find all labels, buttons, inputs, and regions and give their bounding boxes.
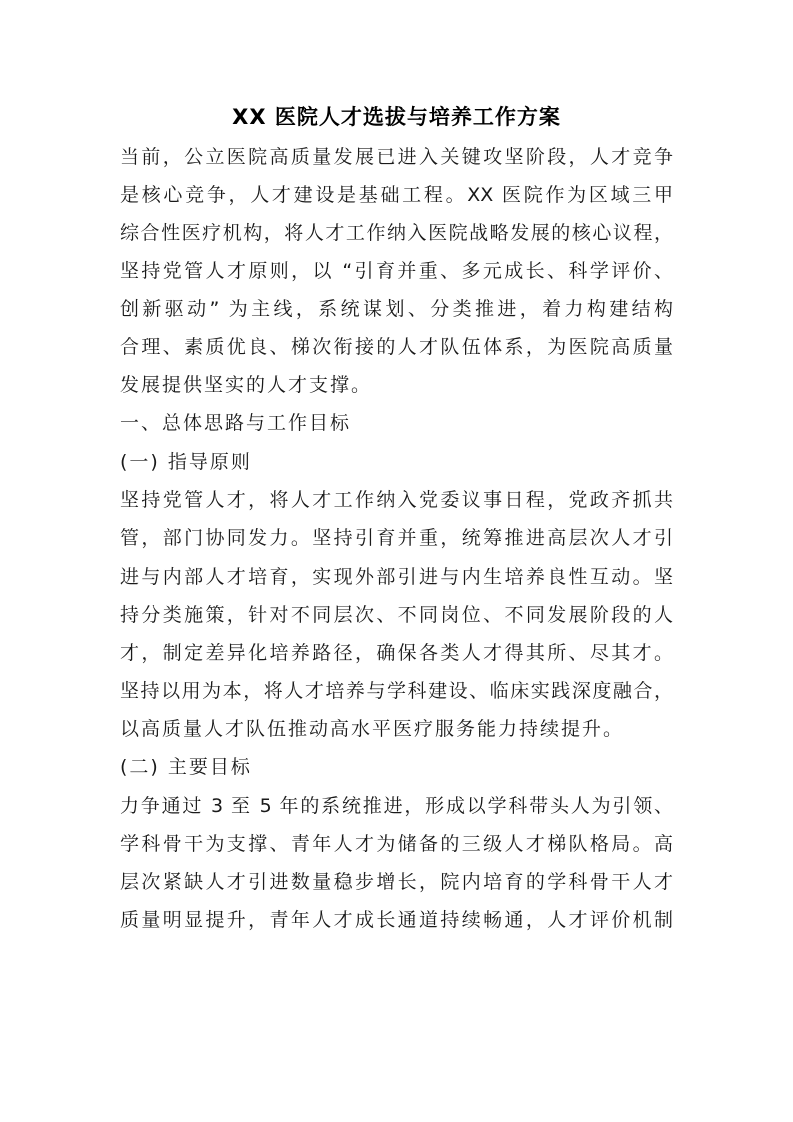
paragraph-line: 才，制定差异化培养路径，确保各类人才得其所、尽其才。 [120, 642, 673, 664]
section-heading: 一、总体思路与工作目标 [120, 412, 352, 434]
intro-line: 综合性医疗机构，将人才工作纳入医院战略发展的核心议程， [120, 222, 673, 244]
paragraph-line: 学科骨干为支撑、青年人才为储备的三级人才梯队格局。高 [120, 833, 673, 855]
paragraph-line: 力争通过 3 至 5 年的系统推进，形成以学科带头人为引领、 [120, 795, 673, 817]
paragraph-line: 坚持以用为本，将人才培养与学科建设、临床实践深度融合， [120, 680, 673, 702]
paragraph-line: 层次紧缺人才引进数量稳步增长，院内培育的学科骨干人才 [120, 871, 673, 893]
paragraph-line: 管，部门协同发力。坚持引育并重，统筹推进高层次人才引 [120, 527, 673, 549]
intro-line: 创新驱动” 为主线，系统谋划、分类推进，着力构建结构 [120, 298, 673, 320]
paragraph-line: 以高质量人才队伍推动高水平医疗服务能力持续提升。 [120, 718, 625, 740]
intro-line: 发展提供坚实的人才支撑。 [120, 374, 373, 396]
intro-line: 是核心竞争，人才建设是基础工程。XX 医院作为区域三甲 [120, 184, 673, 206]
paragraph-line: 坚持党管人才，将人才工作纳入党委议事日程，党政齐抓共 [120, 489, 673, 511]
subsection-heading: (一) 指导原则 [120, 451, 252, 473]
paragraph-line: 进与内部人才培育，实现外部引进与内生培养良性互动。坚 [120, 566, 673, 588]
intro-line: 坚持党管人才原则，以 “引育并重、多元成长、科学评价、 [120, 260, 673, 282]
subsection-heading: (二) 主要目标 [120, 756, 252, 778]
document-title: XX 医院人才选拔与培养工作方案 [232, 105, 561, 129]
intro-line: 当前，公立医院高质量发展已进入关键攻坚阶段，人才竞争 [120, 146, 673, 168]
intro-line: 合理、素质优良、梯次衔接的人才队伍体系，为医院高质量 [120, 336, 673, 358]
paragraph-line: 持分类施策，针对不同层次、不同岗位、不同发展阶段的人 [120, 604, 673, 626]
paragraph-line: 质量明显提升，青年人才成长通道持续畅通，人才评价机制 [120, 909, 673, 931]
